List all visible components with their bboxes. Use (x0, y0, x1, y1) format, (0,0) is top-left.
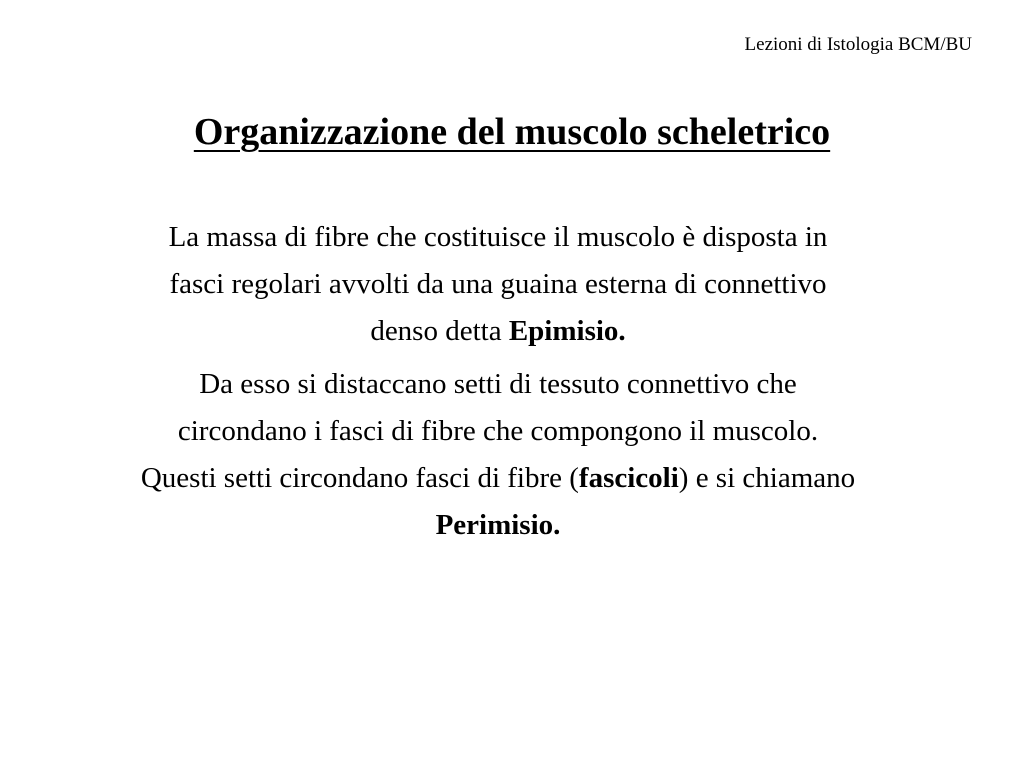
slide-body (140, 214, 856, 555)
term-fascicoli: fascicoli (578, 462, 679, 494)
paragraph-epimisio-text: La massa di fibre che costituisce il muscolo è disposta in fasci regolari avvolti da una guaina esterna di connettivo denso detta (168, 221, 828, 347)
paragraph-perimisio-text-a: Da esso si distaccano setti di tessuto connettivo che circondano i fasci di fibre che compongono il muscolo. Questi setti circondano fasci di fibre ( (140, 368, 819, 494)
course-header-note: Lezioni di Istologia BCM/BU (744, 34, 972, 55)
term-epimisio: Epimisio. (508, 315, 626, 347)
slide-title: Organizzazione del muscolo scheletrico (193, 111, 831, 153)
paragraph-perimisio-text-b: ) e si chiamano (678, 462, 856, 494)
paragraph-epimisio (140, 214, 856, 355)
paragraph-perimisio (140, 361, 856, 549)
term-perimisio: Perimisio. (435, 509, 561, 541)
